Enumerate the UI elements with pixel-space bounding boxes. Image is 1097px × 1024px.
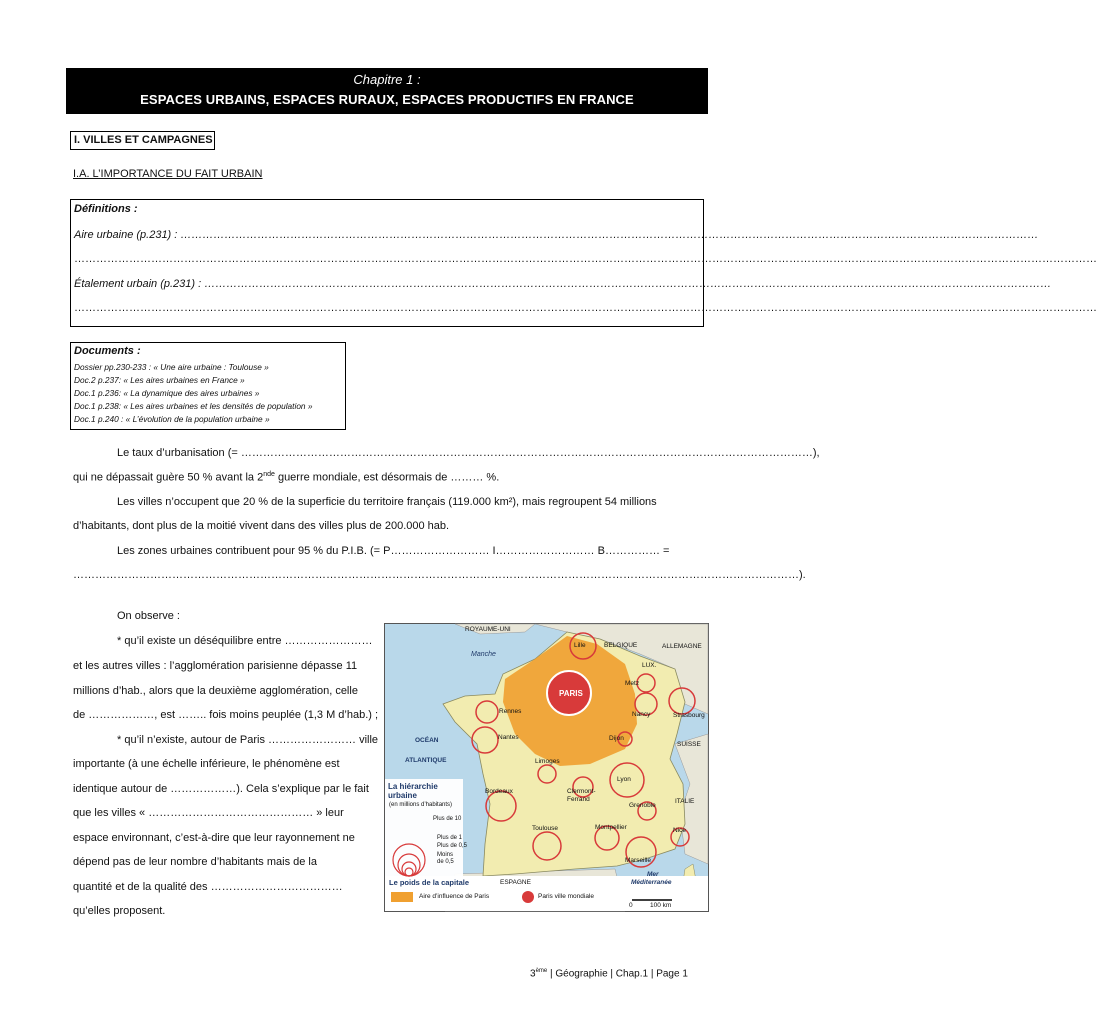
label-royaume-uni: ROYAUME-UNI — [465, 626, 511, 633]
chapter-title: ESPACES URBAINS, ESPACES RURAUX, ESPACES PRODUCTIFS EN FRANCE — [140, 92, 634, 107]
documents-title: Documents : — [74, 345, 141, 357]
definition-aire-urbaine: Aire urbaine (p.231) : ……………………………………………………………………………………………………………………………………………………………………………………………………………… — [74, 229, 1039, 241]
label-mer: Mer — [647, 871, 659, 878]
city-clermont-ferrand: Clermont-Ferrand — [567, 788, 596, 803]
page-footer: 3ème | Géographie | Chap.1 | Page 1 — [530, 968, 688, 980]
label-atlantique: ATLANTIQUE — [405, 757, 447, 764]
observe-line: millions d’hab., alors que la deuxième agglomération, celle — [73, 685, 358, 697]
observe-line: identique autour de ………………). Cela s’explique par le fait — [73, 783, 369, 795]
city-toulouse: Toulouse — [532, 825, 559, 832]
city-nancy: Nancy — [632, 711, 651, 718]
label-belgique: BELGIQUE — [604, 642, 638, 649]
paragraph-superficie: Les villes n’occupent que 20 % de la superficie du territoire français (119.000 km²), mais regroupent 54 millions — [117, 496, 657, 508]
definition-etalement-urbain: Étalement urbain (p.231) : …………………………………………………………………………………………………………………………………………………………………………………………………………… — [74, 278, 1052, 290]
city-lyon: Lyon — [617, 776, 631, 783]
label-espagne: ESPAGNE — [500, 879, 531, 886]
label-manche: Manche — [471, 651, 496, 658]
map-graphic — [385, 624, 708, 911]
legend-plus05: Plus de 0,5 — [437, 843, 468, 849]
documents-box — [70, 342, 346, 430]
definition-blank-line: ……………………………………………………………………………………………………………………………………………………………………………………………………………………………………………………… — [74, 253, 1097, 265]
city-nice: Nice — [673, 827, 687, 834]
legend-moins05: Moins — [437, 852, 454, 858]
observe-line: dépend pas de leur nombre d’habitants mais de la — [73, 856, 317, 868]
observe-line: qu’elles proposent. — [73, 905, 166, 917]
observe-line: que les villes « ……………………………………… » leur — [73, 807, 344, 819]
city-rennes: Rennes — [499, 708, 522, 715]
observe-line: de ………………, est …….. fois moins peuplée (1,3 M d’hab.) ; — [73, 709, 379, 721]
city-montpellier: Montpellier — [595, 824, 627, 831]
paragraph-pib-cont: ………………………………………………………………………………………………………………………………………………………………………………). — [73, 569, 806, 581]
legend-poids-capitale: Le poids de la capitale — [389, 878, 470, 887]
city-grenoble: Grenoble — [629, 802, 656, 809]
legend-unit: (en millions d’habitants) — [389, 802, 453, 808]
city-bordeaux: Bordeaux — [485, 788, 513, 795]
subsection-heading: I.A. L’IMPORTANCE DU FAIT URBAIN — [73, 168, 263, 180]
legend-swatch-paris-world — [522, 891, 534, 903]
legend-aire-paris: Aire d’influence de Paris — [419, 893, 490, 900]
paragraph-pib: Les zones urbaines contribuent pour 95 % du P.I.B. (= P……………………… I……………………… B…………… = — [117, 545, 670, 557]
france-urban-map — [384, 623, 709, 912]
legend-plus10: Plus de 10 — [433, 816, 462, 822]
definitions-title: Définitions : — [74, 203, 138, 215]
observe-line: importante (à une échelle inférieure, le phénomène est — [73, 758, 340, 770]
document-item: Doc.1 p.236: « La dynamique des aires urbaines » — [74, 388, 260, 398]
city-strasbourg: Strasbourg — [673, 712, 705, 719]
city-lille: Lille — [574, 642, 586, 649]
chapter-number: Chapitre 1 : — [353, 72, 421, 87]
city-marseille: Marseille — [625, 857, 652, 864]
observe-line: * qu’il n’existe, autour de Paris …………………… ville — [117, 734, 379, 746]
city-nantes: Nantes — [498, 734, 519, 741]
paragraph-urbanisation-cont: qui ne dépassait guère 50 % avant la 2nde guerre mondiale, est désormais de ……… %. — [73, 471, 500, 484]
document-item: Dossier pp.230-233 : « Une aire urbaine : Toulouse » — [74, 362, 269, 372]
label-italie: ITALIE — [675, 798, 695, 805]
document-item: Doc.1 p.240 : « L’évolution de la population urbaine » — [74, 414, 270, 424]
label-suisse: SUISSE — [677, 741, 701, 748]
city-limoges: Limoges — [535, 758, 560, 765]
observe-line: * qu’il existe un déséquilibre entre …………………… — [117, 635, 373, 647]
label-lux: LUX. — [642, 662, 657, 669]
observe-line: espace environnant, c’est-à-dire que leur rayonnement ne — [73, 832, 355, 844]
document-item: Doc.1 p.238: « Les aires urbaines et les densités de population » — [74, 401, 313, 411]
definitions-box — [70, 199, 1097, 327]
observe-line: et les autres villes : l’agglomération parisienne dépasse 11 — [73, 660, 358, 672]
observe-intro: On observe : — [117, 610, 180, 622]
document-item: Doc.2 p.237: « Les aires urbaines en France » — [74, 375, 245, 385]
scale-100km: 100 km — [650, 902, 672, 909]
city-paris: PARIS — [559, 689, 583, 698]
scale-zero: 0 — [629, 902, 633, 909]
chapter-header — [66, 68, 708, 114]
definition-blank-line: ……………………………………………………………………………………………………………………………………………………………………………………………………………………………………………………… — [74, 302, 1097, 314]
city-metz: Metz — [625, 680, 640, 687]
label-mediterranee: Méditerranée — [631, 879, 672, 886]
legend-title-2: urbaine — [388, 791, 417, 800]
legend-moins05-b: de 0,5 — [437, 859, 454, 865]
legend-plus1: Plus de 1 — [437, 835, 463, 841]
label-allemagne: ALLEMAGNE — [662, 643, 702, 650]
paragraph-superficie-cont: d’habitants, dont plus de la moitié vivent dans des villes plus de 200.000 hab. — [73, 520, 450, 532]
legend-title-1: La hiérarchie — [388, 782, 438, 791]
label-ocean: OCÉAN — [415, 737, 439, 744]
legend-swatch-paris-area — [391, 892, 413, 902]
section-heading: I. VILLES ET CAMPAGNES — [70, 131, 215, 150]
legend-paris-mondiale: Paris ville mondiale — [538, 893, 594, 900]
paragraph-urbanisation: Le taux d’urbanisation (= …………………………………………………………………………………………………………………………………………), — [117, 447, 820, 459]
city-dijon: Dijon — [609, 735, 624, 742]
observe-line: quantité et de la qualité des ……………………………… — [73, 881, 343, 893]
